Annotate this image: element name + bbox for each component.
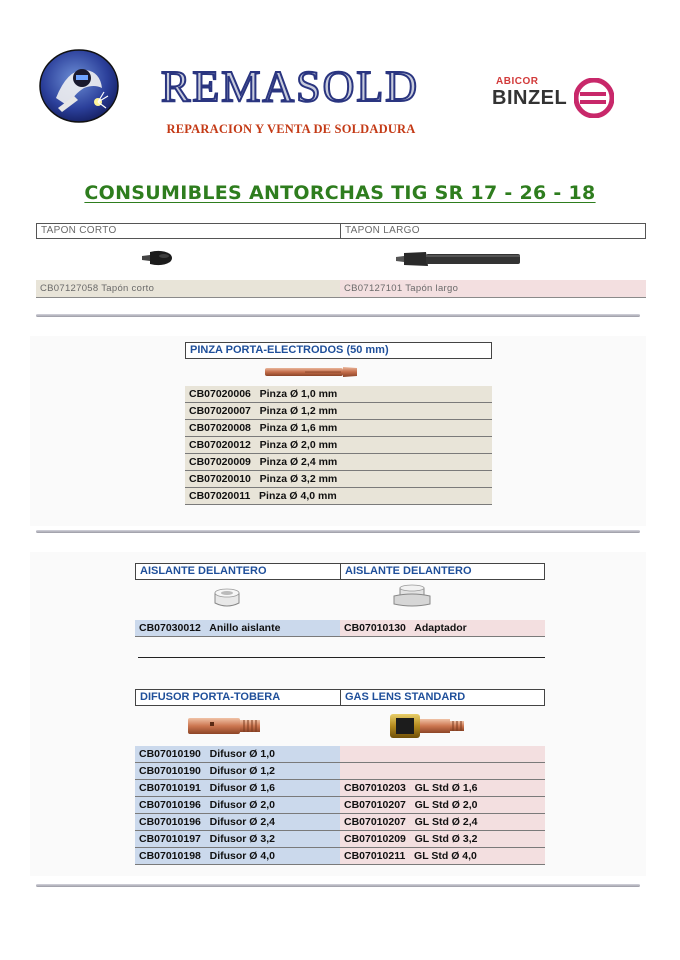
tapon-corto-header — [36, 223, 342, 239]
table-row: CB07010207 GL Std Ø 2,0 — [340, 797, 545, 814]
tapon-corto-code: CB07127058 Tapón corto — [36, 280, 342, 298]
table-row: CB07010207 GL Std Ø 2,4 — [340, 814, 545, 831]
table-row — [340, 763, 545, 780]
table-row: CB07020007 Pinza Ø 1,2 mm — [185, 403, 492, 420]
short-cap-icon — [140, 248, 176, 268]
gas-lens-table — [340, 746, 545, 865]
table-row: CB07010197 Difusor Ø 3,2 — [135, 831, 342, 848]
table-row: CB07020010 Pinza Ø 3,2 mm — [185, 471, 492, 488]
pinza-table — [185, 386, 492, 505]
inner-divider — [138, 657, 545, 658]
aislante-left-code: CB07030012 Anillo aislante — [135, 620, 342, 637]
aislante-right-header: AISLANTE DELANTERO — [340, 563, 545, 580]
table-row: CB07010196 Difusor Ø 2,4 — [135, 814, 342, 831]
collet-icon — [265, 365, 359, 379]
section-divider — [36, 884, 640, 887]
table-row: CB07010190 Difusor Ø 1,2 — [135, 763, 342, 780]
difusor-header: DIFUSOR PORTA-TOBERA — [135, 689, 342, 706]
table-row: CB07020008 Pinza Ø 1,6 mm — [185, 420, 492, 437]
tapon-largo-code: CB07127101 Tapón largo — [340, 280, 646, 298]
brand-tagline: REPARACION Y VENTA DE SOLDADURA — [166, 122, 416, 136]
partner-emblem-icon — [574, 78, 614, 118]
diffuser-icon — [188, 714, 264, 738]
table-row: CB07010196 Difusor Ø 2,0 — [135, 797, 342, 814]
table-row — [340, 746, 545, 763]
welder-logo — [38, 48, 120, 124]
aislante-left-header: AISLANTE DELANTERO — [135, 563, 342, 580]
aislante-right-code: CB07010130 Adaptador — [340, 620, 545, 637]
table-row: CB07010191 Difusor Ø 1,6 — [135, 780, 342, 797]
table-row: CB07010203 GL Std Ø 1,6 — [340, 780, 545, 797]
table-row: CB07010190 Difusor Ø 1,0 — [135, 746, 342, 763]
brand-name: REMASOLD — [160, 62, 420, 111]
table-row: CB07020009 Pinza Ø 2,4 mm — [185, 454, 492, 471]
insulating-ring-icon — [212, 587, 242, 609]
tapon-largo-header — [340, 223, 646, 239]
gas-lens-icon — [390, 712, 466, 740]
tapon-largo-label: TAPON LARGO — [345, 225, 420, 236]
welder-mascot-icon — [38, 48, 120, 124]
gas-lens-header: GAS LENS STANDARD — [340, 689, 545, 706]
partner-logo-top: ABICOR — [496, 76, 539, 87]
long-cap-icon — [396, 250, 522, 268]
section-divider — [36, 530, 640, 533]
table-row: CB07010209 GL Std Ø 3,2 — [340, 831, 545, 848]
difusor-table — [135, 746, 342, 865]
table-row: CB07010211 GL Std Ø 4,0 — [340, 848, 545, 865]
partner-logo-bottom: BINZEL — [492, 87, 568, 109]
partner-logo — [488, 70, 618, 128]
section-divider — [36, 314, 640, 317]
adapter-icon — [392, 584, 432, 612]
pinza-header: PINZA PORTA-ELECTRODOS (50 mm) — [185, 342, 492, 359]
tapon-corto-label: TAPON CORTO — [41, 225, 117, 236]
table-row: CB07020012 Pinza Ø 2,0 mm — [185, 437, 492, 454]
table-row: CB07020006 Pinza Ø 1,0 mm — [185, 386, 492, 403]
table-row: CB07010198 Difusor Ø 4,0 — [135, 848, 342, 865]
page-title: CONSUMIBLES ANTORCHAS TIG SR 17 - 26 - 18 — [84, 182, 596, 204]
table-row: CB07020011 Pinza Ø 4,0 mm — [185, 488, 492, 505]
